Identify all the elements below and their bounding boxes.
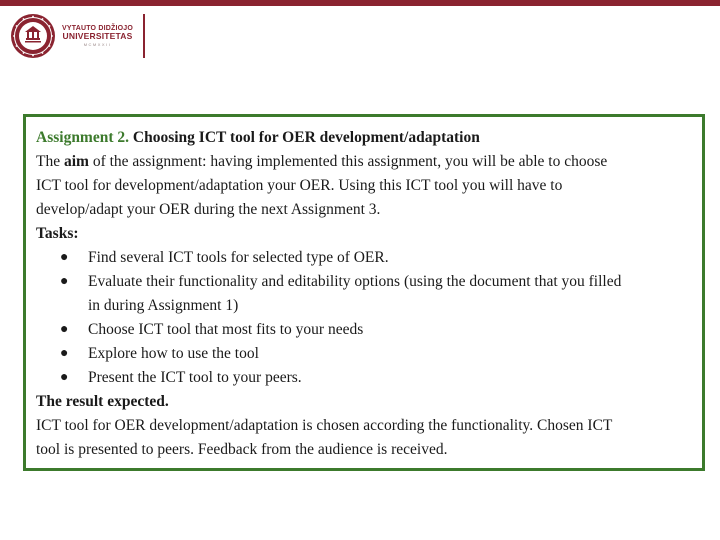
logo-divider: [143, 14, 145, 58]
list-item: [36, 342, 702, 366]
task-text: Present the ICT tool to your peers.: [88, 369, 302, 386]
list-item: [36, 270, 702, 294]
aim-prefix: The: [36, 153, 64, 170]
task-text: Explore how to use the tool: [88, 345, 259, 362]
assignment-box: [23, 114, 705, 471]
result-line-1: ICT tool for OER development/adaptation is chosen according the functionality. Chosen ICT: [36, 417, 613, 434]
logo-line-1: VYTAUTO DIDŽIOJO: [62, 24, 134, 32]
assignment-heading: [36, 126, 702, 150]
list-item: [36, 366, 702, 390]
result-line-2: tool is presented to peers. Feedback from the audience is received.: [36, 441, 448, 458]
bullet-icon: ●: [60, 370, 69, 385]
logo-line-3: MCMXXII: [83, 42, 112, 48]
aim-line-2: ICT tool for development/adaptation your OER. Using this ICT tool you will have to: [36, 177, 563, 194]
aim-line-1: [36, 150, 702, 174]
tasks-heading: Tasks:: [36, 225, 79, 242]
assignment-title: Choosing ICT tool for OER development/adaptation: [129, 129, 480, 146]
task-text: in during Assignment 1): [88, 297, 239, 314]
logo-line-2: UNIVERSITETAS: [62, 31, 133, 42]
list-item: [36, 318, 702, 342]
aim-line-3: develop/adapt your OER during the next Assignment 3.: [36, 201, 381, 218]
bullet-icon: ●: [60, 346, 69, 361]
list-item-continuation: [36, 294, 702, 318]
bullet-icon: ●: [60, 250, 69, 265]
assignment-label: Assignment 2.: [36, 129, 130, 146]
university-name: [62, 25, 133, 47]
aim-line-1-rest: of the assignment: having implemented this assignment, you will be able to choose: [88, 153, 608, 170]
aim-keyword: aim: [63, 153, 89, 170]
bullet-icon: ●: [60, 274, 69, 289]
task-text: Find several ICT tools for selected type of OER.: [88, 249, 389, 266]
top-brand-bar: [0, 0, 720, 6]
task-text: Evaluate their functionality and editability options (using the document that you filled: [88, 273, 622, 290]
task-text: Choose ICT tool that most fits to your needs: [88, 321, 364, 338]
university-seal-icon: [10, 13, 56, 59]
list-item: [36, 246, 702, 270]
result-heading: The result expected.: [36, 393, 169, 410]
bullet-icon: ●: [60, 322, 69, 337]
tasks-list: [36, 246, 702, 390]
university-logo: [10, 12, 145, 60]
